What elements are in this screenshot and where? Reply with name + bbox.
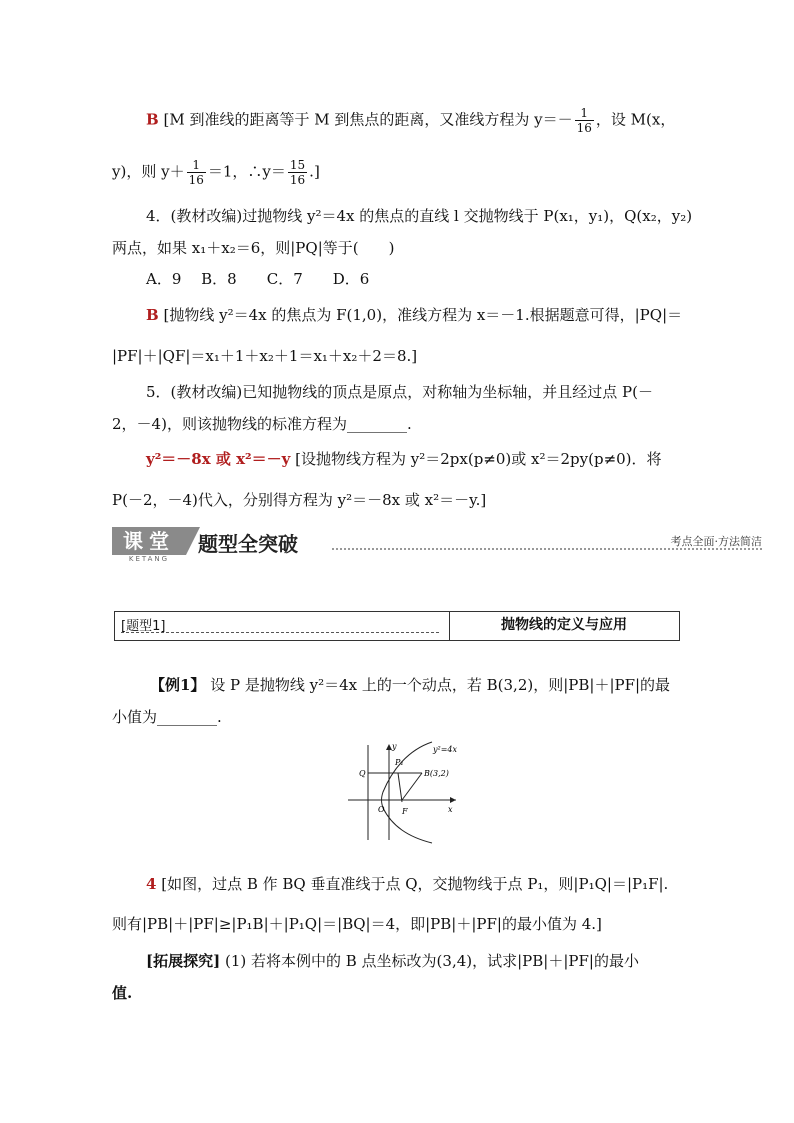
example-label: 【例1】 (150, 676, 206, 694)
q4-answer-line2: |PF|＋|QF|＝x₁＋1＋x₂＋1＝x₁＋x₂＋2＝8.] (112, 347, 418, 365)
answer-value: 4 (146, 875, 157, 893)
q5-line2: 2，－4)，则该抛物线的标准方程为________. (112, 415, 412, 433)
extension-line1: [拓展探究] (1) 若将本例中的 B 点坐标改为(3,4)，试求|PB|＋|PF|的最小 (146, 952, 639, 970)
point-b-label: B(3,2) (424, 769, 449, 778)
extension-line2: 值. (112, 984, 133, 1002)
q4-options: A．9 B．8 C．7 D．6 (146, 270, 370, 288)
banner-sublabel: KETANG (128, 555, 170, 563)
origin-label: O (378, 805, 385, 814)
section-banner (112, 527, 762, 567)
q5-answer-line1: y²＝－8x 或 x²＝－y [设抛物线方程为 y²＝2px(p≠0)或 x²＝2py(p≠0)．将 (146, 450, 662, 468)
question-type-box (114, 611, 680, 641)
example-line2: 小值为________. (112, 708, 222, 726)
fraction: $\frac{1}{16}$ (188, 158, 204, 187)
q-label: Q (359, 769, 366, 778)
banner-motto: 考点全面·方法简洁 (670, 535, 762, 548)
x-axis-label: x (448, 805, 453, 814)
parabola-figure (340, 740, 460, 845)
type-tag: [题型1] (121, 619, 166, 634)
q4-line2: 两点，如果 x₁＋x₂＝6，则|PQ|等于( ) (112, 239, 395, 257)
q5-line1: 5．(教材改编)已知抛物线的顶点是原点，对称轴为坐标轴，并且经过点 P(－ (146, 383, 653, 401)
p1-label: P₁ (395, 758, 404, 767)
q4-answer-line1: B [抛物线 y²＝4x 的焦点为 F(1,0)，准线方程为 x＝－1.根据题意可得，|PQ|＝ (146, 306, 683, 324)
type-tag-cell (115, 612, 450, 640)
extension-label: [拓展探究] (146, 952, 221, 970)
answer-letter: B (146, 110, 159, 129)
answer-formula: y²＝－8x 或 x²＝－y (146, 450, 291, 468)
curve-label: y²=4x (433, 745, 458, 754)
section-title: 题型全突破 (198, 532, 298, 556)
fraction: $\frac{15}{16}$ (289, 158, 306, 187)
y-axis-label: y (392, 742, 397, 751)
example-answer-line2: 则有|PB|＋|PF|≥|P₁B|＋|P₁Q|＝|BQ|＝4，即|PB|＋|PF|的最小值为 4.] (112, 915, 602, 933)
q5-answer-line2: P(－2，－4)代入，分别得方程为 y²＝－8x 或 x²＝－y.] (112, 491, 487, 509)
q4-line1: 4．(教材改编)过抛物线 y²＝4x 的焦点的直线 l 交抛物线于 P(x₁，y₁)，Q(x₂，y₂) (146, 207, 693, 225)
fraction: $\frac{1}{16}$ (576, 106, 592, 135)
answer-letter: B (146, 306, 159, 324)
q3-answer-line1: B [M 到准线的距离等于 M 到焦点的距离，又准线方程为 y＝－ $\frac{1}{16}$ ，设 M(x， (146, 106, 676, 135)
q3-answer-line2: y)，则 y＋ $\frac{1}{16}$ ＝1，∴y＝ $\frac{15}{16}$ .] (112, 158, 320, 187)
example-answer-line1: 4 [如图，过点 B 作 BQ 垂直准线于点 Q，交抛物线于点 P₁，则|P₁Q|＝|P₁F|. (146, 875, 669, 893)
banner-label: 课堂 (112, 527, 186, 555)
type-title: 抛物线的定义与应用 (501, 617, 627, 633)
example-line1: 【例1】 设 P 是抛物线 y²＝4x 上的一个动点，若 B(3,2)，则|PB|＋|PF|的最 (150, 676, 671, 694)
dashed-rule (121, 632, 439, 633)
focus-label: F (402, 807, 408, 816)
